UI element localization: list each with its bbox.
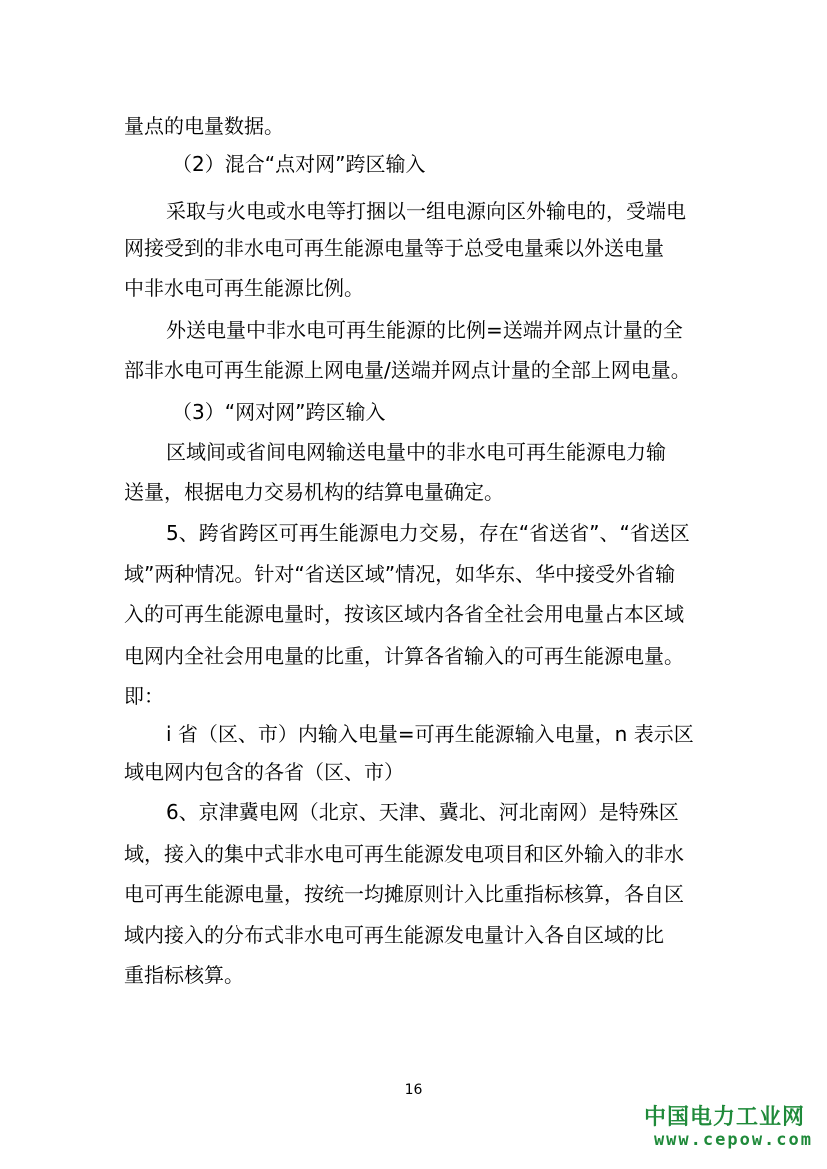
paragraph-line: 电可再生能源电量，按统一均摊原则计入比重指标核算，各自区 xyxy=(124,882,684,906)
section-heading: （3）“网对网”跨区输入 xyxy=(172,400,386,424)
paragraph-line: 中非水电可再生能源比例。 xyxy=(124,276,364,300)
paragraph-line: 5、跨省跨区可再生能源电力交易，存在“省送省”、“省送区 xyxy=(166,521,690,545)
paragraph-line: 域，接入的集中式非水电可再生能源发电项目和区外输入的非水 xyxy=(124,842,684,866)
paragraph-line: 域”两种情况。针对“省送区域”情况，如华东、华中接受外省输 xyxy=(124,562,676,586)
paragraph-line: 入的可再生能源电量时，按该区域内各省全社会用电量占本区域 xyxy=(124,602,684,626)
paragraph-line: 采取与火电或水电等打捆以一组电源向区外输电的，受端电 xyxy=(166,199,686,223)
paragraph-line: 网接受到的非水电可再生能源电量等于总受电量乘以外送电量 xyxy=(124,236,664,260)
paragraph-line: 域电网内包含的各省（区、市） xyxy=(124,760,404,784)
watermark-title: 中国电力工业网 xyxy=(643,1105,805,1130)
paragraph-line: 6、京津冀电网（北京、天津、冀北、河北南网）是特殊区 xyxy=(166,800,679,824)
paragraph-line: 即： xyxy=(124,684,164,708)
paragraph-line: 域内接入的分布式非水电可再生能源发电量计入各自区域的比 xyxy=(124,923,664,947)
page-number: 16 xyxy=(404,1082,423,1098)
paragraph-line: 重指标核算。 xyxy=(124,963,244,987)
paragraph-line: i 省（区、市）内输入电量=可再生能源输入电量，n 表示区 xyxy=(166,722,694,746)
paragraph-line: 区域间或省间电网输送电量中的非水电可再生能源电力输 xyxy=(166,440,666,464)
paragraph-line: 部非水电可再生能源上网电量/送端并网点计量的全部上网电量。 xyxy=(124,358,691,382)
watermark-url: www.cepow.com xyxy=(653,1130,813,1150)
paragraph-line: 外送电量中非水电可再生能源的比例=送端并网点计量的全 xyxy=(166,318,683,342)
paragraph-line: 量点的电量数据。 xyxy=(124,114,284,138)
section-heading: （2）混合“点对网”跨区输入 xyxy=(172,152,426,176)
paragraph-line: 送量，根据电力交易机构的结算电量确定。 xyxy=(124,480,504,504)
paragraph-line: 电网内全社会用电量的比重，计算各省输入的可再生能源电量。 xyxy=(124,644,684,668)
